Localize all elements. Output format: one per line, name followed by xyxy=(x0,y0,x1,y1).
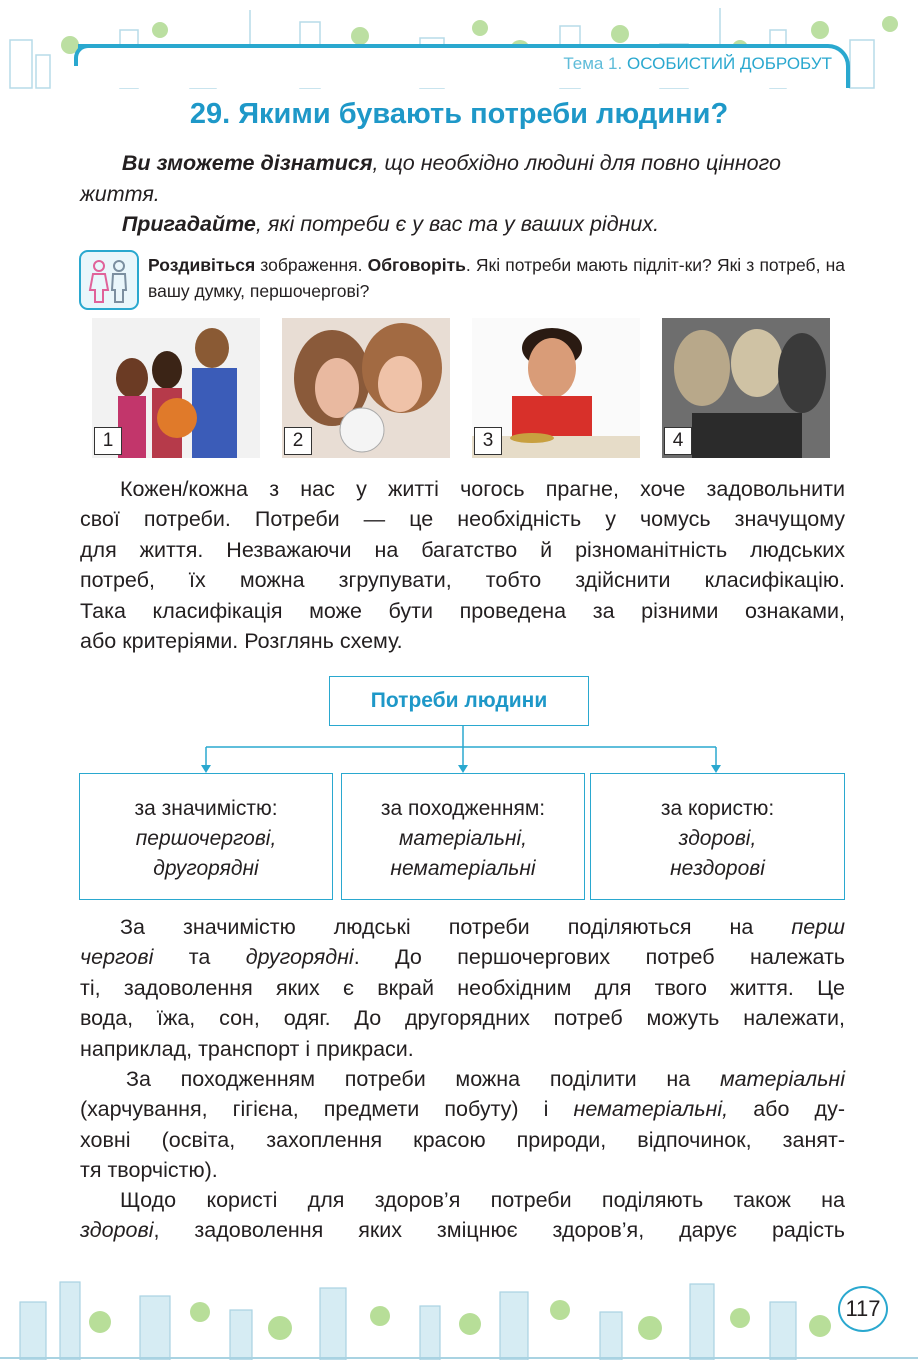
intro-learn-text: , що необхідно людині для повно цінного життя. xyxy=(80,151,781,206)
topic-name: ОСОБИСТИЙ ДОБРОБУТ xyxy=(626,54,832,73)
photo-boy-eating xyxy=(472,318,640,458)
photo-teens-with-laptop xyxy=(662,318,830,458)
category-item: нездорові xyxy=(670,857,765,880)
people-icon xyxy=(79,250,139,310)
text-line: тя творчістю). xyxy=(80,1158,218,1183)
photo-teenagers-with-ball xyxy=(92,318,260,458)
photo-number: 3 xyxy=(474,427,502,455)
paragraph-benefit xyxy=(80,1185,845,1246)
text-line: Така класифікація може бути проведена за різними ознаками, xyxy=(80,598,845,623)
scheme-box-origin xyxy=(341,773,585,900)
intro-recall-text: , які потреби є у вас та у ваших рідних. xyxy=(255,212,660,236)
intro-recall xyxy=(80,209,845,240)
category-label: за користю: xyxy=(660,797,775,820)
topic-prefix: Тема 1. xyxy=(563,54,623,73)
paragraph-origin xyxy=(80,1064,845,1186)
scheme-connectors xyxy=(0,720,918,780)
photo-number: 4 xyxy=(664,427,692,455)
category-label: за значимістю: xyxy=(134,797,278,820)
category-item: нематеріальні xyxy=(390,857,536,880)
topic-header xyxy=(563,54,832,74)
text-line: наприклад, транспорт і прикраси. xyxy=(80,1036,414,1061)
text-line: чергові та другорядні. До першочергових потреб належать xyxy=(80,945,845,970)
page-number: 117 xyxy=(845,1296,881,1321)
photo-number: 2 xyxy=(284,427,312,455)
text-line: За значимістю людські потреби поділяються на перш xyxy=(120,915,845,939)
category-label: за походженням: xyxy=(380,797,546,820)
text-line: або критеріями. Розглянь схему. xyxy=(80,629,403,654)
text-line: для життя. Незважаючи на багатство й різноманітність людських xyxy=(80,537,845,562)
intro-recall-bold: Пригадайте xyxy=(121,212,256,236)
photo-girls-with-mirror xyxy=(282,318,450,458)
text-line: вода, їжа, сон, одяг. До другорядних потреб можуть належати, xyxy=(80,1006,845,1031)
text-line: ховні (освіта, захоплення красою природи, відпочинок, занят- xyxy=(80,1127,845,1152)
text-line: Кожен/кожна з нас у житті чогось прагне, хоче задовольнити xyxy=(120,477,845,501)
category-item: здорові, xyxy=(678,827,757,850)
text-line: За походженням потреби можна поділити на матеріальні xyxy=(126,1067,845,1091)
lesson-title: 29. Якими бувають потреби людини? xyxy=(189,98,729,130)
scheme-box-benefit xyxy=(590,773,845,900)
text-line: Щодо користі для здоров’я потреби поділяють також на xyxy=(120,1188,845,1212)
text-line: (харчування, гігієна, предмети побуту) і нематеріальні, або ду- xyxy=(80,1097,846,1122)
photo-number: 1 xyxy=(94,427,122,455)
text-line: ті, задоволення яких є вкрай необхідним для твого життя. Це xyxy=(80,975,845,1000)
category-item: матеріальні, xyxy=(399,827,527,850)
page-number-badge xyxy=(838,1286,888,1332)
category-item: першочергові, xyxy=(135,827,277,850)
discuss-text-2: . Які потреби мають підліт-ки? Які з потреб, на вашу думку, першочергові? xyxy=(148,255,845,301)
scheme-root-box: Потреби людини xyxy=(329,676,589,726)
discuss-prompt xyxy=(148,252,845,304)
paragraph-importance xyxy=(80,912,845,1064)
paragraph-needs-definition xyxy=(80,474,845,656)
discuss-bold-2: Обговоріть xyxy=(367,255,466,275)
discuss-bold-1: Роздивіться xyxy=(148,255,256,275)
intro-learn-bold: Ви зможете дізнатися xyxy=(121,151,373,175)
scheme-box-importance xyxy=(79,773,333,900)
discuss-text-1: зображення. xyxy=(255,255,368,275)
text-line: потреб, їх можна згрупувати, тобто здійснити класифікацію. xyxy=(80,568,845,593)
city-banner-bottom xyxy=(0,1262,918,1360)
intro-learn xyxy=(80,148,845,210)
category-item: другорядні xyxy=(153,857,259,880)
text-line: свої потреби. Потреби — це необхідність у чомусь значущому xyxy=(80,507,845,532)
text-line: здорові, задоволення яких зміцнює здоров’я, дарує радість xyxy=(80,1218,845,1243)
